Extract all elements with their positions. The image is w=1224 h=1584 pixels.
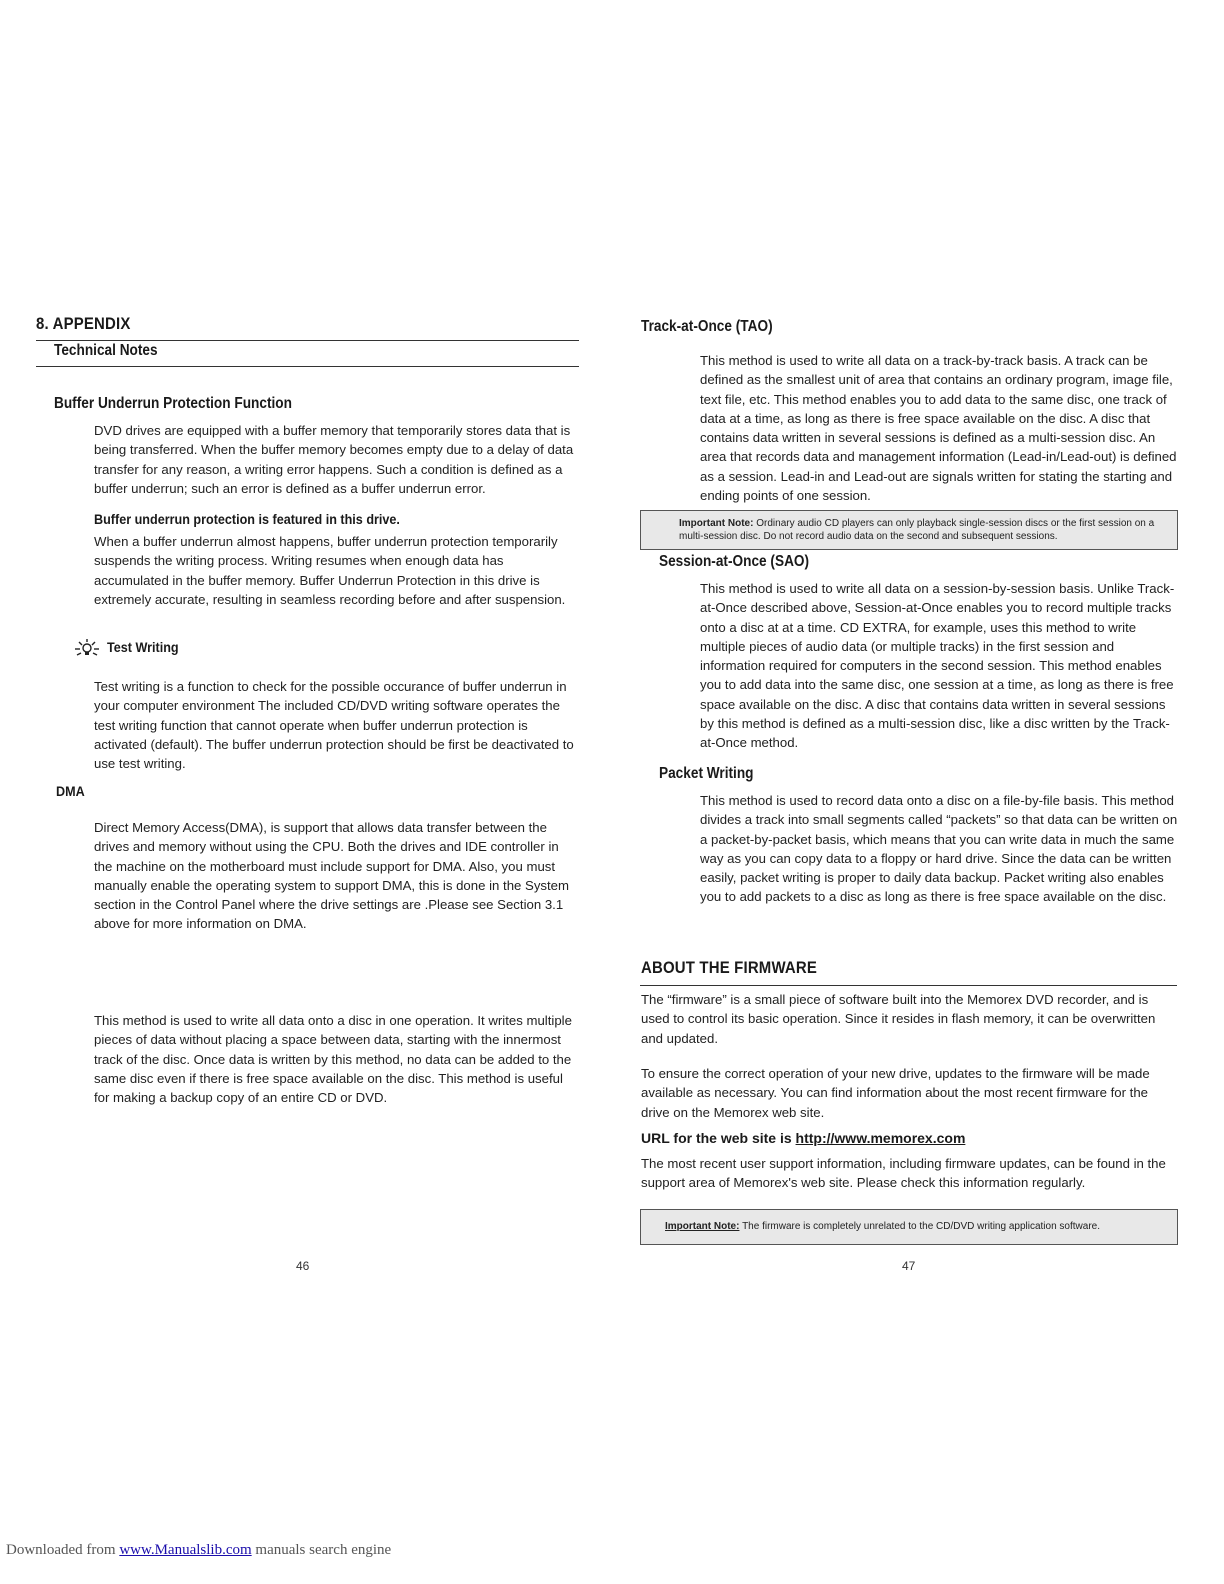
footer-prefix: Downloaded from (6, 1542, 120, 1558)
important-note-sessions (640, 510, 1178, 550)
title-rule-bottom (36, 366, 579, 367)
buffer-underrun-body: DVD drives are equipped with a buffer memory that temporarily stores data that is being transferred. When the buffer memory becomes empty due to a delay of data transfer for any reason, a writing error happens. Such a condition is defined as a buffer underrun; such an error is defined as a buffer underrun error. (94, 423, 574, 496)
important-note-text: Ordinary audio CD players can only playback single-session discs or the first session on a multi-session disc. Do not record audio data on the second and subsequent sessions. (679, 518, 1155, 542)
lightbulb-icon (72, 638, 102, 658)
url-label: URL for the web site is (641, 1130, 796, 1146)
firmware-heading: ABOUT THE FIRMWARE (641, 958, 818, 977)
subsection-title: Technical Notes (54, 342, 158, 359)
url-line (641, 1130, 965, 1146)
firmware-body-3: The most recent user support information, including firmware updates, can be found in the support area of Memorex's web site. Please check this information regularly. (641, 1156, 1166, 1191)
page-number-right: 47 (902, 1259, 916, 1273)
buffer-protection-subheading: Buffer underrun protection is featured in this drive. (94, 511, 400, 527)
important-note-text-2: The firmware is completely unrelated to the CD/DVD writing application software. (742, 1221, 1100, 1232)
footer-suffix: manuals search engine (251, 1542, 392, 1558)
section-title: 8. APPENDIX (36, 314, 131, 333)
sao-heading: Session-at-Once (SAO) (659, 553, 810, 570)
dma-heading: DMA (56, 783, 85, 799)
disc-at-once-body: This method is used to write all data onto a disc in one operation. It writes multiple pieces of data without placing a space between data, starting with the innermost track of the disc. Once data is written by this method, no data can be added to the same disc even if there is free space available on the disc. This method is useful for making a backup copy of an entire CD or DVD. (94, 1013, 572, 1106)
tao-heading: Track-at-Once (TAO) (641, 318, 773, 335)
test-writing-body: Test writing is a function to check for the possible occurance of buffer underrun in your computer environment The included CD/DVD writing software operates the test writing function that cannot operate when buffer underrun protection is activated (default). The buffer underrun protection should be first be deactivated to use test writing. (94, 679, 574, 772)
important-note-label: Important Note: (679, 518, 754, 529)
buffer-underrun-heading: Buffer Underrun Protection Function (54, 395, 292, 412)
firmware-body-2: To ensure the correct operation of your new drive, updates to the firmware will be made available as necessary. You can find information about the most recent firmware for the drive on the Memorex web site. (641, 1066, 1150, 1120)
download-footer (6, 1542, 391, 1559)
buffer-protection-body: When a buffer underrun almost happens, buffer underrun protection temporarily suspends the writing process. Writing resumes when enough data has accumulated in the buffer memory. Buffer Underrun Protection in this drive is extremely accurate, resulting in seamless recording before and after suspension. (94, 534, 566, 607)
important-note-firmware (640, 1209, 1178, 1245)
dma-body: Direct Memory Access(DMA), is support that allows data transfer between the drives and memory without using the CPU. Both the drives and IDE controller in the machine on the motherboard must include support for DMA. Also, you must manually enable the operating system to support DMA, this is done in the System section in the Control Panel where the drive settings are .Please see Section 3.1 above for more information on DMA. (94, 820, 569, 932)
page-number-left: 46 (296, 1259, 310, 1273)
memorex-url-link[interactable]: http://www.memorex.com (795, 1130, 966, 1146)
firmware-body-1: The “firmware” is a small piece of software built into the Memorex DVD recorder, and is used to control its basic operation. Since it resides in flash memory, it can be overwritten and updated. (641, 992, 1156, 1046)
important-note-label-2: Important Note: (665, 1221, 740, 1232)
sao-body: This method is used to write all data on a session-by-session basis. Unlike Track-at-Once described above, Session-at-Once enables you to record multiple tracks onto a disc at at a time. CD EXTRA, for example, uses this method to write multiple pieces of audio data (or multiple tracks) in the first session and information required for computers in the second session. This method enables you to add data into the same disc, one session at a time, as long as there is free space available on the disc. A disc that contains data written in several sessions by this method is defined as a multi-session disc, like a disc written by the Track-at-Once method. (700, 581, 1175, 751)
title-rule-top (36, 340, 579, 341)
test-writing-heading: Test Writing (107, 639, 179, 655)
packet-writing-heading: Packet Writing (659, 765, 754, 782)
packet-writing-body: This method is used to record data onto a disc on a file-by-file basis. This method divides a track into small segments called “packets” so that data can be written on a packet-by-packet basis, which means that you can write data in much the same way as you can copy data to a floppy or hard drive. Since the data can be written easily, packet writing is proper to daily data backup. Packet writing also enables you to add packets to a disc as long as there is free space available on the disc. (700, 793, 1178, 905)
tao-body: This method is used to write all data on a track-by-track basis. A track can be defined as the smallest unit of area that contains an ordinary program, image file, text file, etc. This method enables you to add data to the same disc, one track of data at a time, as long as there is free space available on the disc. A disc that contains data written in several sessions is defined as a multi-session disc. An area that records data and management information (Lead-in/Lead-out) is defined as a session. Lead-in and Lead-out are signals written for stating the starting and ending points of one session. (700, 353, 1177, 504)
manualslib-link[interactable]: www.Manualslib.com (119, 1542, 252, 1558)
firmware-rule (640, 985, 1177, 986)
